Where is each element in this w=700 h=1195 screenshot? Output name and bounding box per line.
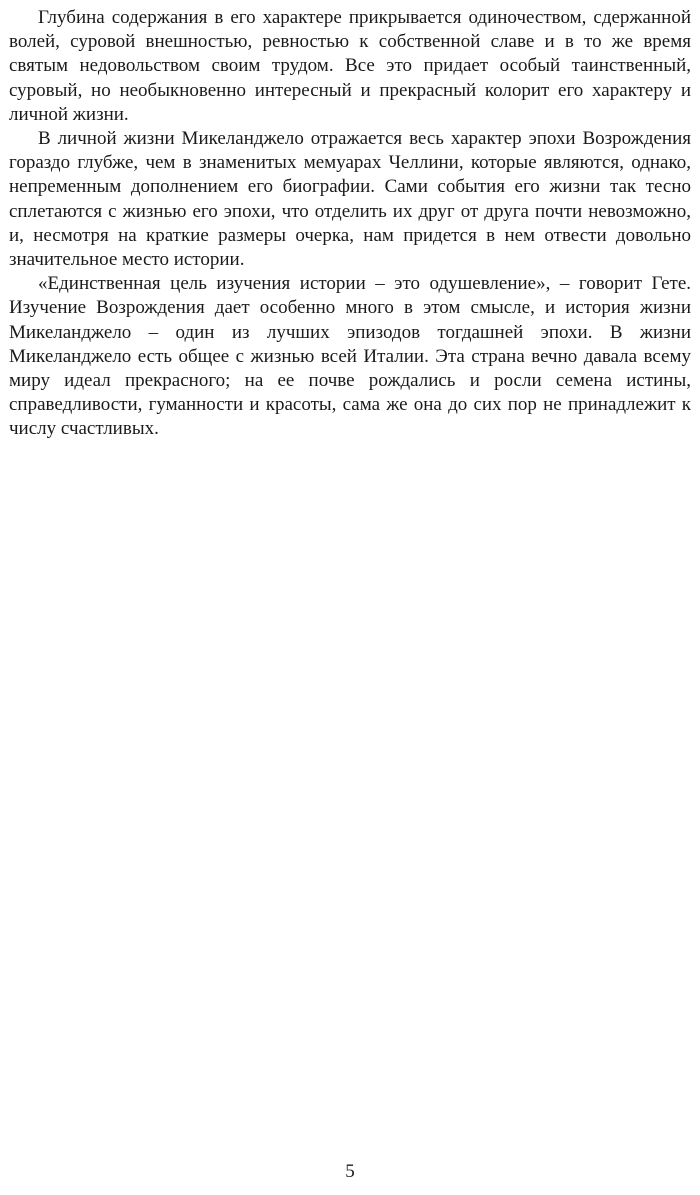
- page-number: 5: [345, 1161, 355, 1182]
- paragraph-2: В личной жизни Микеланджело отражается весь характер эпохи Возрождения гораздо глубже, чем в знаменитых мемуарах Челлини, которые являются, однако, непременным дополнением его биографии. Сами события его жизни так тесно сплетаются с жизнью его эпохи, что отделить их друг от друга почти невозможно, и, несмотря на краткие размеры очерка, нам придется в нем отвести довольно значительное место истории.: [9, 128, 691, 271]
- paragraph-3: «Единственная цель изучения истории – это одушевление», – говорит Гете. Изучение Возрождения дает особенно много в этом смысле, и история жизни Микеланджело – один из лучших эпизодов тогдашней эпохи. В жизни Микеланджело есть общее с жизнью всей Италии. Эта страна вечно давала всему миру идеал прекрасного; на ее почве рождались и росли семена истины, справедливости, гуманности и красоты, сама же она до сих пор не принадлежит к числу счастливых.: [9, 273, 691, 440]
- body-text: [9, 6, 691, 442]
- paragraph-1: Глубина содержания в его характере прикрывается одиночеством, сдержанной волей, суровой внешностью, ревностью к собственной славе и в то же время святым недовольством своим трудом. Все это придает особый таинственный, суровый, но необыкновенно интересный и прекрасный колорит его характеру и личной жизни.: [9, 7, 691, 125]
